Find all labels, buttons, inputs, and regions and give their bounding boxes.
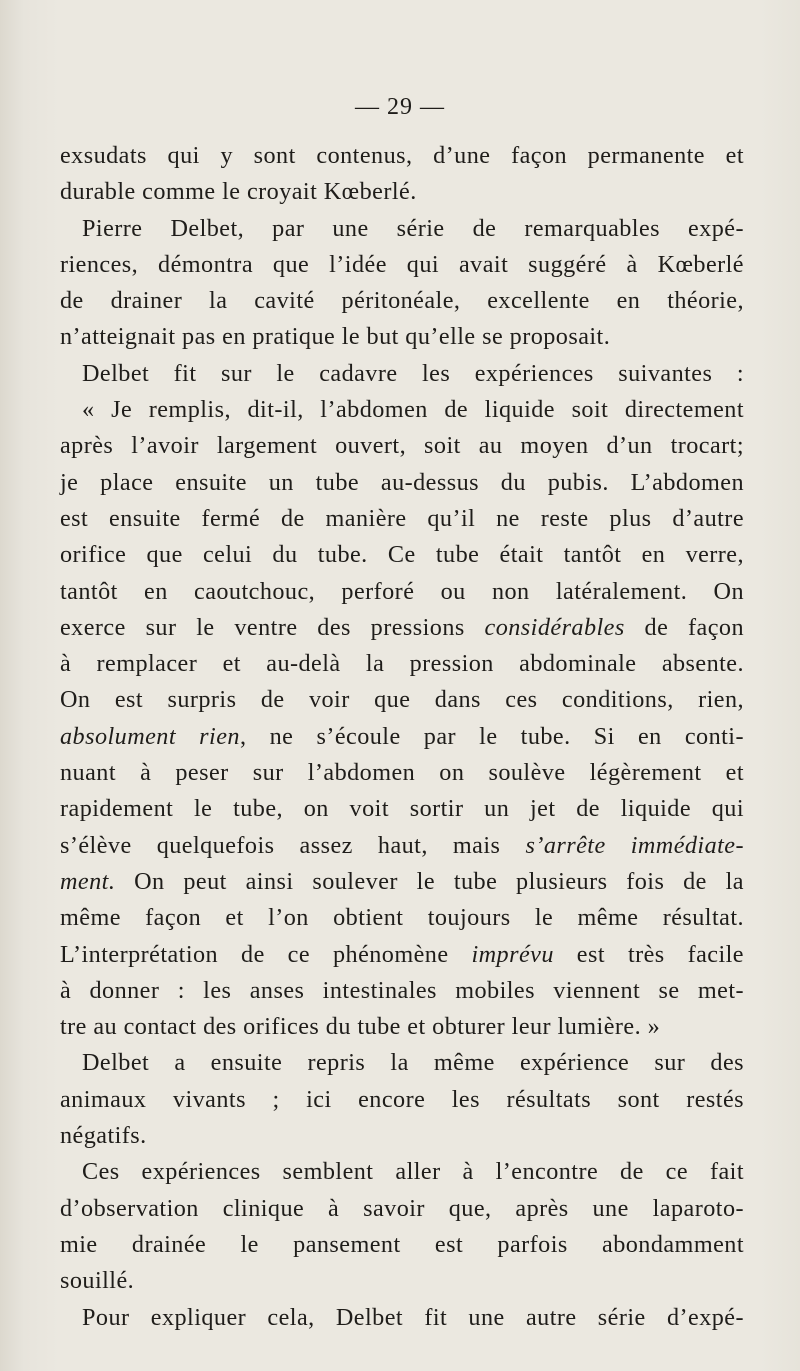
text-line: mie drainée le pansement est parfois abondamment: [60, 1230, 744, 1258]
text-line: n’atteignait pas en pratique le but qu’elle se proposait.: [60, 323, 611, 351]
text-line: Pour expliquer cela, Delbet fit une autre série d’expé-: [82, 1303, 744, 1331]
text-line: s’élève quelquefois assez haut, mais s’arrête immédiate-: [60, 831, 745, 859]
text-line: absolument rien, ne s’écoule par le tube. Si en conti-: [60, 722, 744, 750]
text-line: même façon et l’on obtient toujours le même résultat.: [60, 904, 744, 932]
text-line: ment. On peut ainsi soulever le tube plusieurs fois de la: [60, 867, 744, 895]
page-number: — 29 —: [355, 94, 445, 120]
text-line: nuant à peser sur l’abdomen on soulève légèrement et: [60, 759, 744, 787]
text-line: à donner : les anses intestinales mobiles viennent se met-: [60, 976, 744, 1004]
text-line: tantôt en caoutchouc, perforé ou non latéralement. On: [60, 577, 744, 605]
text-line: durable comme le croyait Kœberlé.: [60, 178, 417, 206]
text-line: « Je remplis, dit-il, l’abdomen de liquide soit directement: [82, 396, 744, 424]
text-line: d’observation clinique à savoir que, après une laparoto-: [60, 1194, 744, 1222]
text-line: animaux vivants ; ici encore les résultats sont restés: [60, 1085, 744, 1113]
text-line: à remplacer et au-delà la pression abdominale absente.: [60, 650, 744, 678]
text-line: exerce sur le ventre des pressions considérables de façon: [60, 613, 744, 641]
text-line: orifice que celui du tube. Ce tube était tantôt en verre,: [60, 541, 744, 569]
text-line: souillé.: [60, 1267, 135, 1295]
text-line: Delbet fit sur le cadavre les expériences suivantes :: [82, 359, 744, 387]
text-line: Pierre Delbet, par une série de remarquables expé-: [82, 214, 744, 242]
text-line: est ensuite fermé de manière qu’il ne reste plus d’autre: [60, 504, 744, 532]
text-line: Ces expériences semblent aller à l’encontre de ce fait: [82, 1158, 744, 1186]
text-line: tre au contact des orifices du tube et obturer leur lumière. »: [60, 1013, 661, 1041]
text-line: riences, démontra que l’idée qui avait suggéré à Kœberlé: [60, 250, 744, 278]
text-line: après l’avoir largement ouvert, soit au moyen d’un trocart;: [60, 432, 744, 460]
text-line: On est surpris de voir que dans ces conditions, rien,: [60, 686, 744, 714]
body-text: [60, 138, 744, 1336]
text-line: négatifs.: [60, 1122, 147, 1150]
text-line: Delbet a ensuite repris la même expérience sur des: [82, 1049, 744, 1077]
text-line: L’interprétation de ce phénomène imprévu est très facile: [60, 940, 744, 968]
text-line: de drainer la cavité péritonéale, excellente en théorie,: [60, 287, 744, 315]
text-line: je place ensuite un tube au-dessus du pubis. L’abdomen: [60, 468, 744, 496]
text-line: rapidement le tube, on voit sortir un jet de liquide qui: [60, 795, 744, 823]
text-line: exsudats qui y sont contenus, d’une façon permanente et: [60, 142, 744, 169]
